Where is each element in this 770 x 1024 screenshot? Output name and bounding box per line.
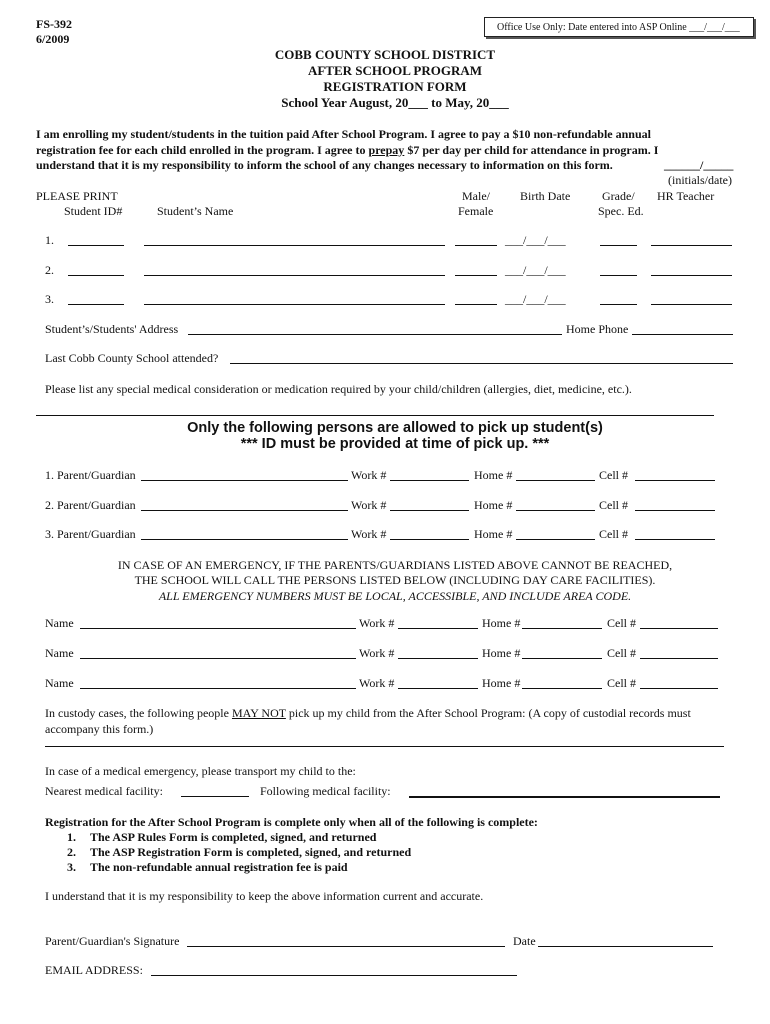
medical-emergency-intro: In case of a medical emergency, please transport my child to the: — [45, 764, 356, 778]
signature-field[interactable] — [187, 946, 505, 947]
last-school-label: Last Cobb County School attended? — [45, 351, 219, 365]
following-facility-field[interactable] — [409, 796, 720, 798]
text: registration fee for each child enrolled in the program. I agree to — [36, 143, 369, 157]
home-label: Home # — [482, 676, 521, 690]
date-field[interactable] — [538, 946, 713, 947]
completion-item-number: 1. — [67, 830, 76, 844]
student-id-header: Student ID# — [64, 204, 123, 218]
work-label: Work # — [359, 646, 395, 660]
cell-phone-field[interactable] — [635, 510, 715, 511]
emergency-name-field[interactable] — [80, 688, 356, 689]
grade-header: Grade/ — [602, 189, 635, 203]
row-number: 2. — [45, 263, 54, 277]
custody-field[interactable] — [45, 746, 724, 747]
office-use-box: Office Use Only: Date entered into ASP Online ___/___/___ — [484, 17, 754, 37]
completion-heading: Registration for the After School Program is complete only when all of the following is complete: — [45, 815, 538, 829]
home-phone-label: Home Phone — [566, 322, 629, 336]
student-name-field[interactable] — [144, 304, 445, 305]
email-label: EMAIL ADDRESS: — [45, 963, 143, 977]
medical-field[interactable] — [36, 415, 714, 416]
parent-guardian-label: 3. Parent/Guardian — [45, 527, 136, 541]
following-facility-label: Following medical facility: — [260, 784, 391, 798]
work-phone-field[interactable] — [398, 688, 478, 689]
home-phone-field[interactable] — [632, 334, 733, 335]
pickup-id-notice: *** ID must be provided at time of pick up. *** — [240, 436, 550, 452]
student-id-field[interactable] — [68, 304, 124, 305]
hr-teacher-field[interactable] — [651, 304, 732, 305]
home-phone-field[interactable] — [522, 688, 602, 689]
form-date: 6/2009 — [36, 32, 70, 46]
student-name-field[interactable] — [144, 275, 445, 276]
birth-date-field[interactable]: ___/___/___ — [505, 263, 566, 277]
work-phone-field[interactable] — [390, 480, 469, 481]
program-title: AFTER SCHOOL PROGRAM — [307, 63, 483, 78]
agreement-line-2 — [36, 143, 658, 157]
home-phone-field[interactable] — [516, 480, 595, 481]
district-title: COBB COUNTY SCHOOL DISTRICT — [274, 47, 496, 62]
may-not-text: MAY NOT — [231, 706, 286, 720]
name-label: Name — [45, 646, 74, 660]
agreement-line-3: understand that it is my responsibility to inform the school of any changes necessary to information on this form. — [36, 158, 613, 172]
work-phone-field[interactable] — [398, 658, 478, 659]
gender-field[interactable] — [455, 245, 497, 246]
cell-phone-field[interactable] — [640, 688, 718, 689]
hr-teacher-header: HR Teacher — [657, 189, 715, 203]
parent-name-field[interactable] — [141, 510, 348, 511]
work-label: Work # — [351, 527, 387, 541]
custody-line-1 — [45, 706, 691, 720]
text: In custody cases, the following people — [45, 706, 232, 720]
cell-label: Cell # — [607, 616, 636, 630]
emergency-line-1: IN CASE OF AN EMERGENCY, IF THE PARENTS/GUARDIANS LISTED ABOVE CANNOT BE REACHED, — [117, 558, 673, 572]
parent-guardian-label: 2. Parent/Guardian — [45, 498, 136, 512]
name-label: Name — [45, 616, 74, 630]
text: $7 per day per child for attendance in program. I — [404, 143, 659, 157]
custody-line-2: accompany this form.) — [45, 722, 154, 736]
student-id-field[interactable] — [68, 275, 124, 276]
cell-label: Cell # — [607, 646, 636, 660]
home-label: Home # — [482, 646, 521, 660]
email-field[interactable] — [151, 975, 517, 976]
work-phone-field[interactable] — [398, 628, 478, 629]
grade-field[interactable] — [600, 245, 637, 246]
completion-item: The ASP Registration Form is completed, signed, and returned — [90, 845, 412, 859]
signature-label: Parent/Guardian's Signature — [45, 934, 180, 948]
emergency-name-field[interactable] — [80, 628, 356, 629]
completion-item-number: 3. — [67, 860, 76, 874]
text: pick up my child from the After School Program: (A copy of custodial records must — [285, 706, 691, 720]
cell-phone-field[interactable] — [635, 480, 715, 481]
row-number: 3. — [45, 292, 54, 306]
work-label: Work # — [351, 498, 387, 512]
nearest-facility-field[interactable] — [181, 796, 249, 797]
home-label: Home # — [474, 468, 513, 482]
male-header: Male/ — [462, 189, 490, 203]
initials-label: (initials/date) — [668, 173, 732, 187]
home-phone-field[interactable] — [522, 628, 602, 629]
work-phone-field[interactable] — [390, 510, 469, 511]
work-label: Work # — [359, 676, 395, 690]
female-header: Female — [458, 204, 494, 218]
home-phone-field[interactable] — [516, 510, 595, 511]
emergency-line-2: THE SCHOOL WILL CALL THE PERSONS LISTED BELOW (INCLUDING DAY CARE FACILITIES). — [134, 573, 656, 587]
understand-text: I understand that it is my responsibility to keep the above information current and accurate. — [45, 889, 484, 903]
work-label: Work # — [351, 468, 387, 482]
cell-label: Cell # — [599, 498, 628, 512]
pickup-heading: Only the following persons are allowed to pick up student(s) — [187, 420, 603, 436]
prepay-text: prepay — [368, 143, 405, 157]
date-label: Date — [513, 934, 536, 948]
completion-item-number: 2. — [67, 845, 76, 859]
gender-field[interactable] — [455, 275, 497, 276]
home-phone-field[interactable] — [522, 658, 602, 659]
name-label: Name — [45, 676, 74, 690]
home-phone-field[interactable] — [516, 539, 595, 540]
parent-name-field[interactable] — [141, 539, 348, 540]
cell-phone-field[interactable] — [635, 539, 715, 540]
form-number: FS-392 — [36, 17, 72, 31]
cell-phone-field[interactable] — [640, 658, 718, 659]
home-label: Home # — [482, 616, 521, 630]
cell-phone-field[interactable] — [640, 628, 718, 629]
please-print: PLEASE PRINT — [36, 189, 118, 203]
grade-field[interactable] — [600, 304, 637, 305]
completion-item: The non-refundable annual registration fee is paid — [90, 860, 348, 874]
birth-date-field[interactable]: ___/___/___ — [505, 292, 566, 306]
spec-ed-header: Spec. Ed. — [598, 204, 644, 218]
home-label: Home # — [474, 527, 513, 541]
medical-label: Please list any special medical consideration or medication required by your child/children (allergies, diet, medicine, etc.). — [45, 382, 632, 396]
student-name-header: Student’s Name — [157, 204, 234, 218]
work-phone-field[interactable] — [390, 539, 469, 540]
hr-teacher-field[interactable] — [651, 275, 732, 276]
initials-field[interactable]: ______/_____ — [664, 158, 734, 172]
row-number: 1. — [45, 233, 54, 247]
student-name-field[interactable] — [144, 245, 445, 246]
completion-item: The ASP Rules Form is completed, signed, and returned — [90, 830, 377, 844]
cell-label: Cell # — [599, 527, 628, 541]
last-school-field[interactable] — [230, 363, 733, 364]
cell-label: Cell # — [607, 676, 636, 690]
cell-label: Cell # — [599, 468, 628, 482]
birth-date-field[interactable]: ___/___/___ — [505, 233, 566, 247]
student-id-field[interactable] — [68, 245, 124, 246]
nearest-facility-label: Nearest medical facility: — [45, 784, 163, 798]
emergency-name-field[interactable] — [80, 658, 356, 659]
gender-field[interactable] — [455, 304, 497, 305]
work-label: Work # — [359, 616, 395, 630]
birth-date-header: Birth Date — [520, 189, 571, 203]
grade-field[interactable] — [600, 275, 637, 276]
emergency-line-3: ALL EMERGENCY NUMBERS MUST BE LOCAL, ACCESSIBLE, AND INCLUDE AREA CODE. — [158, 589, 632, 603]
address-field[interactable] — [188, 334, 562, 335]
address-label: Student’s/Students' Address — [45, 322, 179, 336]
agreement-line-1: I am enrolling my student/students in the tuition paid After School Program. I agree to pay a $10 non-refundable annual — [36, 127, 651, 141]
form-title: REGISTRATION FORM — [323, 79, 467, 94]
school-year: School Year August, 20___ to May, 20___ — [281, 95, 509, 110]
hr-teacher-field[interactable] — [651, 245, 732, 246]
parent-name-field[interactable] — [141, 480, 348, 481]
parent-guardian-label: 1. Parent/Guardian — [45, 468, 136, 482]
home-label: Home # — [474, 498, 513, 512]
